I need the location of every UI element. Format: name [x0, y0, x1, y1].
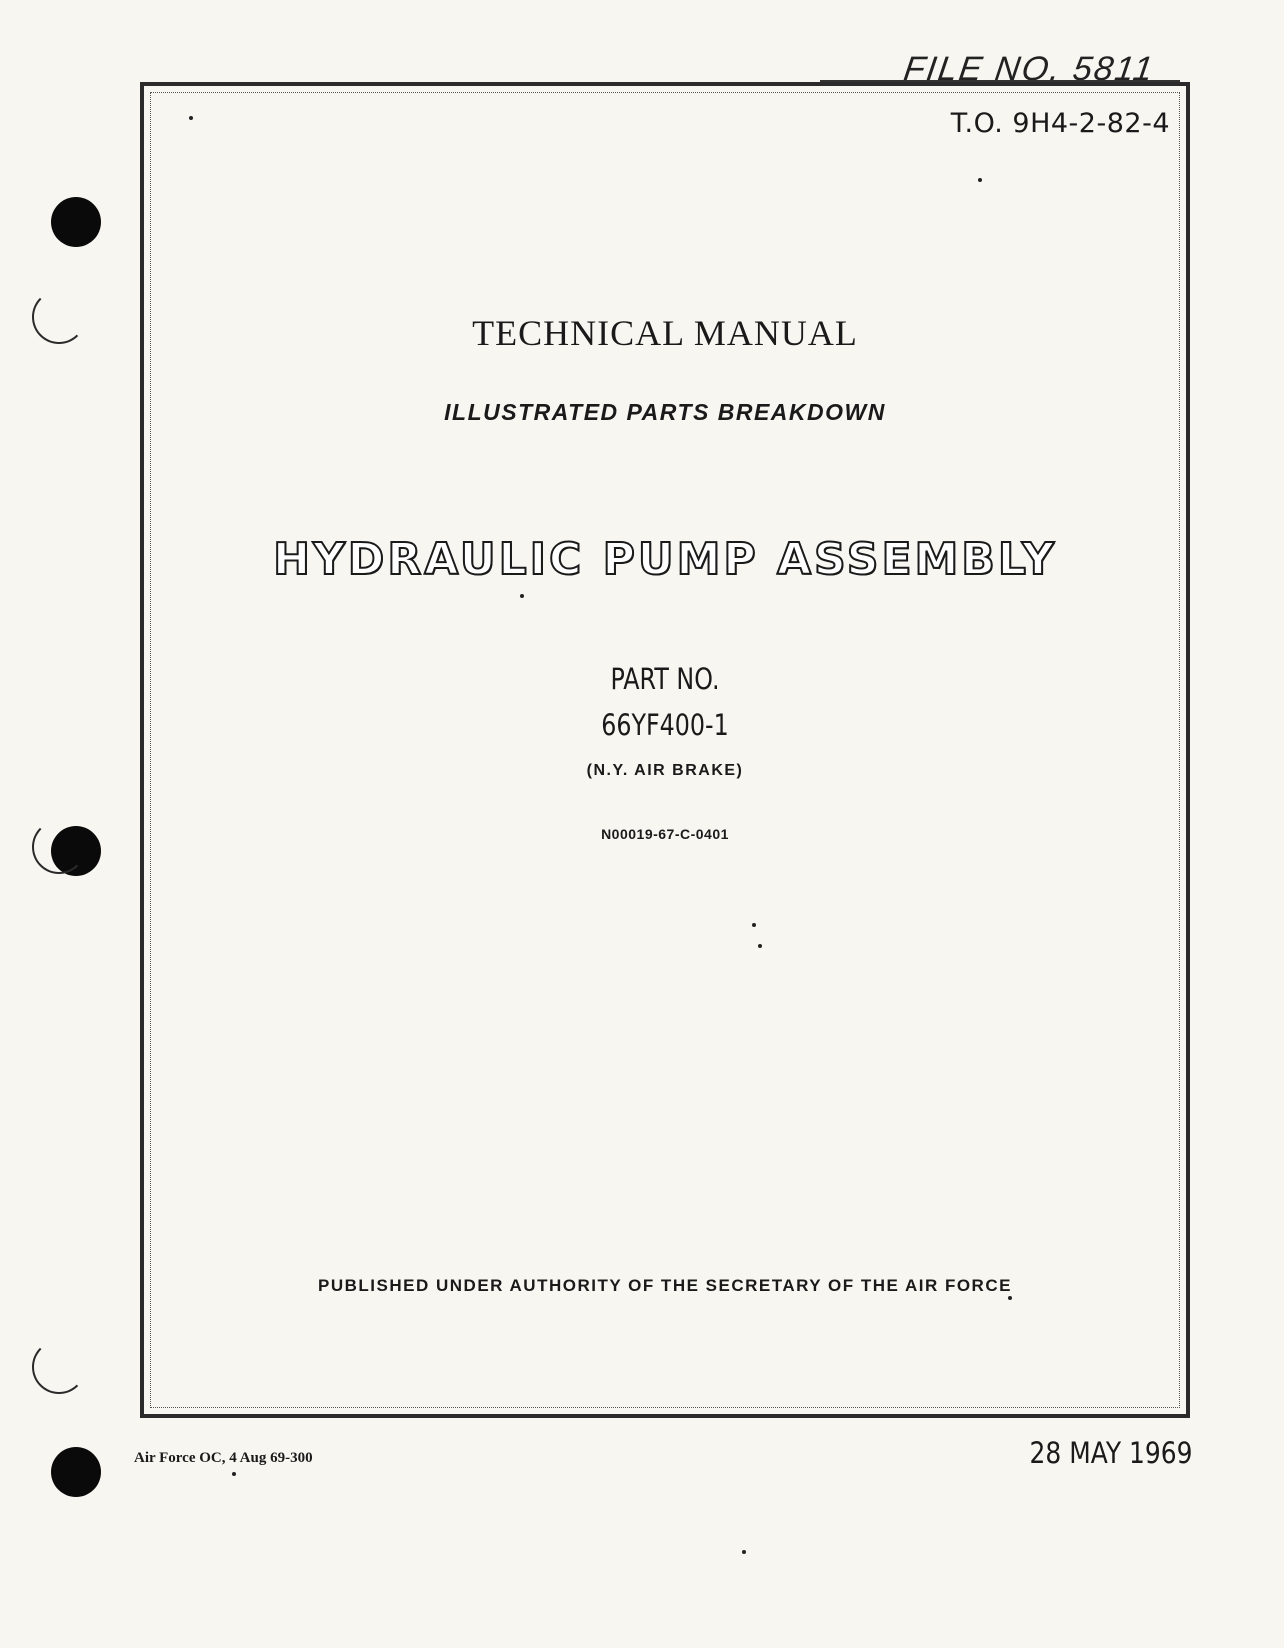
manufacturer: (N.Y. AIR BRAKE)	[586, 762, 744, 779]
scan-speck	[742, 1550, 746, 1554]
publication-date: 28 MAY 1969	[1029, 1436, 1192, 1470]
scan-speck	[189, 116, 193, 120]
scan-speck	[758, 944, 762, 948]
manual-subtitle: ILLUSTRATED PARTS BREAKDOWN	[444, 399, 886, 425]
page-border-inner	[150, 92, 1180, 1408]
document-title: HYDRAULIC PUMP ASSEMBLY	[273, 534, 1057, 585]
handwritten-file-number: FILE NO. 5811	[901, 50, 1158, 88]
part-number: 66YF400-1	[601, 708, 729, 742]
part-number-label: PART NO.	[610, 662, 720, 696]
scan-speck	[520, 594, 524, 598]
print-code: Air Force OC, 4 Aug 69-300	[134, 1450, 313, 1466]
contract-number: N00019-67-C-0401	[601, 826, 729, 842]
technical-order-number: T.O. 9H4-2-82-4	[950, 108, 1170, 139]
scan-speck	[752, 923, 756, 927]
scan-speck	[978, 178, 982, 182]
punch-hole-top	[51, 197, 101, 247]
punch-hole-bottom	[51, 1447, 101, 1497]
scan-speck	[1008, 1296, 1012, 1300]
page-border	[140, 82, 1190, 1418]
scan-speck	[232, 1472, 236, 1476]
binder-ring-mark-bottom	[32, 1340, 86, 1394]
publication-authority: PUBLISHED UNDER AUTHORITY OF THE SECRETARY OF THE AIR FORCE	[318, 1276, 1012, 1295]
manual-type-heading: TECHNICAL MANUAL	[472, 313, 858, 353]
